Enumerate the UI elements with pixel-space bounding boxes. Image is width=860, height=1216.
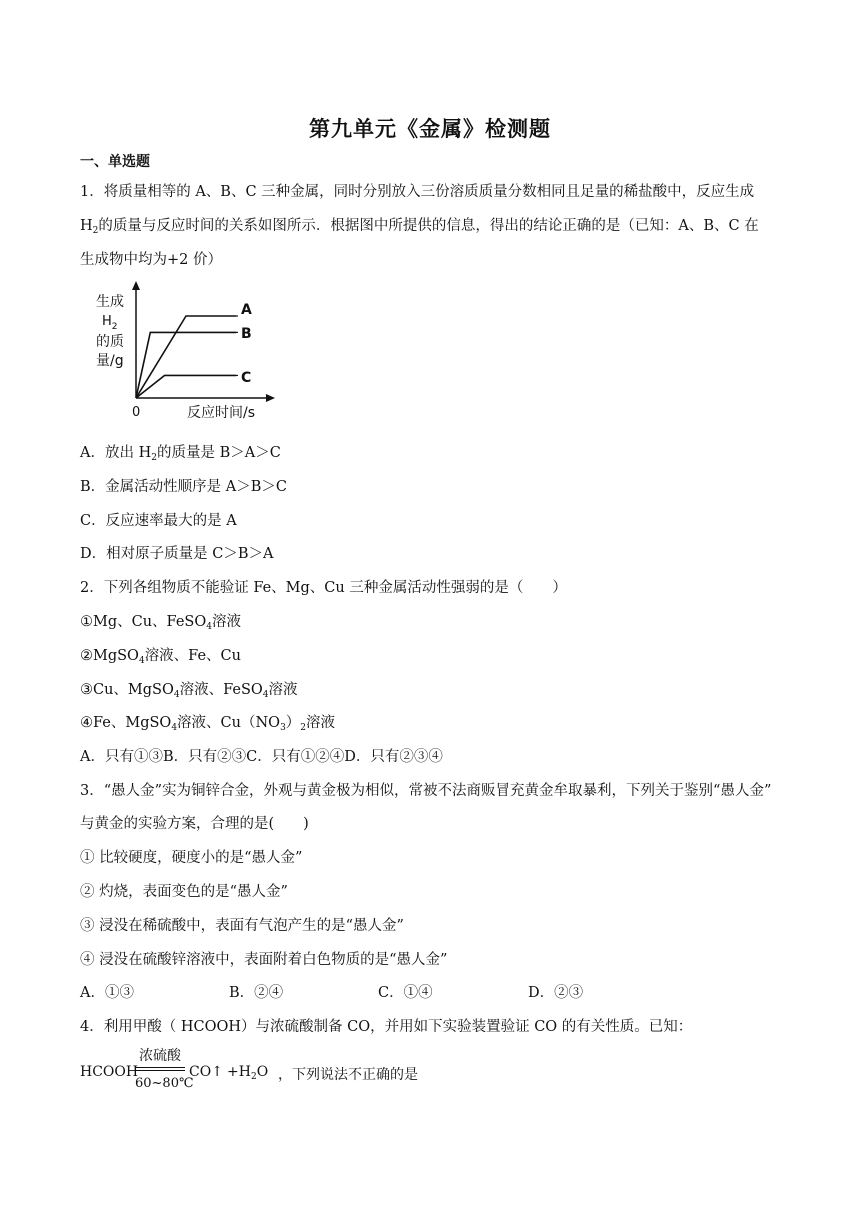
q2-item-3: ③Cu、MgSO$_4$溶液、FeSO$_4$溶液: [80, 682, 298, 700]
q3-item-1: ① 比较硬度，硬度小的是“愚人金”: [80, 850, 303, 866]
q2-item-2: ②MgSO$_4$溶液、Fe、Cu: [80, 648, 241, 666]
chart-origin-label: 0: [132, 405, 141, 420]
q1-option-d: D．相对原子质量是 C＞B＞A: [80, 546, 274, 562]
chart-ylabel-line3: 的质: [96, 334, 124, 350]
series-label-a: A: [241, 302, 252, 318]
q1-option-c: C．反应速率最大的是 A: [80, 513, 237, 529]
chart-ylabel-line4: 量/g: [96, 353, 124, 369]
q4-equation: [80, 1045, 480, 1097]
equation-product-co: CO↑: [189, 1064, 223, 1080]
equation-double-line: [136, 1067, 185, 1071]
q1-stem-line3: 生成物中均为+2 价）: [80, 252, 222, 268]
q1-option-a: A．放出 $H_2$的质量是 B＞A＞C: [80, 445, 281, 463]
q4-stem: 4．利用甲酸（ HCOOH）与浓硫酸制备 CO，并用如下实验装置验证 CO 的有关性质。已知：: [80, 1019, 693, 1035]
q2-item-4: ④Fe、MgSO$_4$溶液、$Cu(NO_3)_2$溶液: [80, 715, 336, 733]
series-line-b: [136, 332, 236, 398]
q1-option-b: B．金属活动性顺序是 A＞B＞C: [80, 479, 287, 495]
chart-ylabel-line1: 生成: [96, 294, 124, 310]
chart-x-axis-arrow: [266, 394, 275, 402]
q3-stem-line2: 与黄金的实验方案，合理的是( ): [80, 816, 309, 832]
equation-product-water: $+H_2O$: [227, 1064, 269, 1082]
equation-reactant: HCOOH: [80, 1064, 139, 1080]
q3-option-a: A．①③: [80, 985, 134, 1001]
page-title: 第九单元《金属》检测题: [309, 117, 551, 141]
q3-option-b: B．②④: [229, 985, 284, 1001]
q3-item-4: ④ 浸没在硫酸锌溶液中，表面附着白色物质的是“愚人金”: [80, 952, 448, 968]
q1-stem-line2: $H_2$的质量与反应时间的关系如图所示．根据图中所提供的信息，得出的结论正确的是（已知：A、B、C 在: [80, 218, 759, 236]
section-heading: 一、单选题: [80, 154, 150, 170]
q2-stem: 2．下列各组物质不能验证 Fe、Mg、Cu 三种金属活动性强弱的是（ ）: [80, 580, 567, 596]
q1-chart: [88, 280, 288, 422]
q2-options: A．只有①③B．只有②③C．只有①②④D．只有②③④: [80, 749, 443, 765]
chart-y-axis-arrow: [132, 281, 140, 290]
q3-option-d: D．②③: [528, 985, 584, 1001]
chart-xlabel: 反应时间/s: [187, 405, 256, 421]
q3-item-3: ③ 浸没在稀硫酸中，表面有气泡产生的是“愚人金”: [80, 918, 404, 934]
series-line-c: [136, 375, 236, 398]
q1-stem-line1: 1．将质量相等的 A、B、C 三种金属，同时分别放入三份溶质质量分数相同且足量的稀盐酸中，反应生成: [80, 184, 755, 200]
q3-stem-line1: 3．“愚人金”实为铜锌合金，外观与黄金极为相似，常被不法商贩冒充黄金牟取暴利，下列关于鉴别“愚人金”: [80, 783, 772, 799]
series-label-b: B: [241, 326, 252, 342]
equation-condition-top: 浓硫酸: [139, 1048, 181, 1064]
series-label-c: C: [241, 370, 252, 386]
q3-item-2: ② 灼烧，表面变色的是“愚人金”: [80, 884, 288, 900]
equation-tail: ，下列说法不正确的是: [278, 1067, 418, 1083]
q2-item-1: ①Mg、Cu、FeSO$_4$溶液: [80, 614, 241, 632]
chart-ylabel-line2: $H_2$: [102, 314, 118, 332]
equation-condition-bottom: 60~80℃: [135, 1076, 194, 1091]
q3-option-c: C．①④: [378, 985, 433, 1001]
chart-series-layer: [136, 316, 238, 398]
